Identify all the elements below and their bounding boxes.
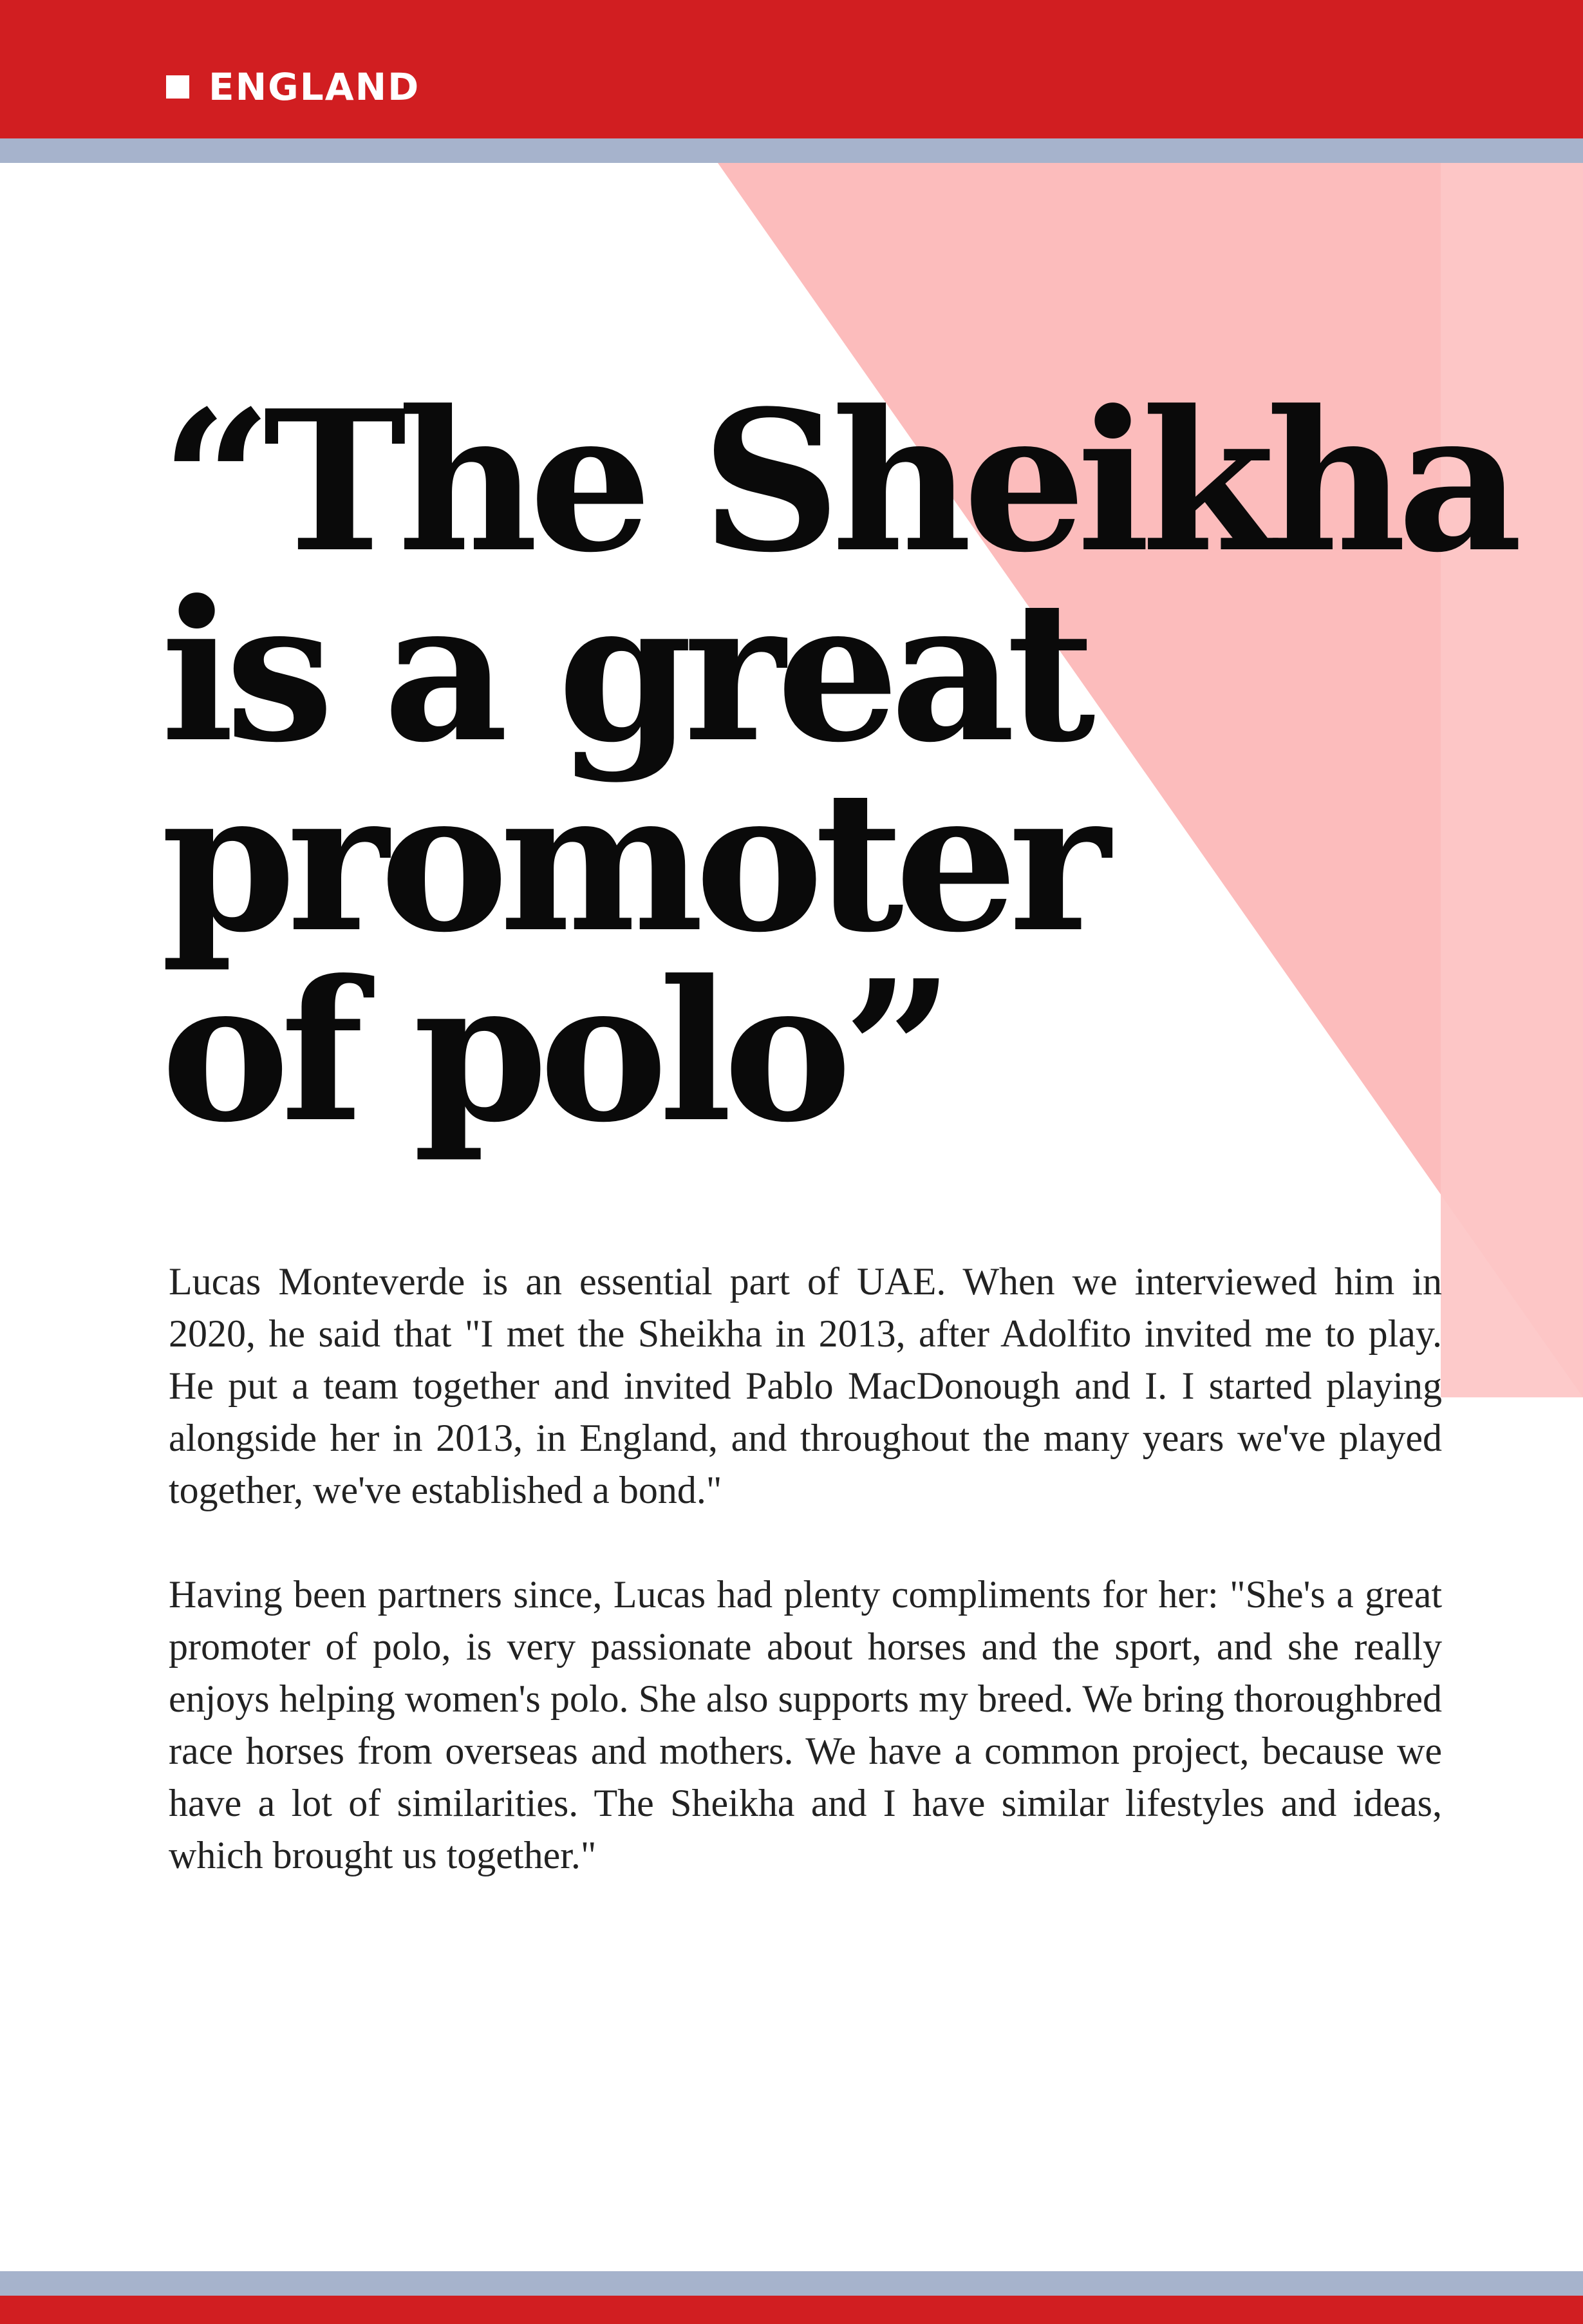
square-bullet-icon bbox=[166, 75, 189, 99]
section-label bbox=[166, 64, 420, 109]
headline-quote bbox=[161, 368, 1514, 1165]
top-blue-stripe bbox=[0, 138, 1583, 163]
headline-line-4: of polo” bbox=[161, 938, 946, 1165]
section-label-text: ENGLAND bbox=[209, 65, 420, 109]
article-paragraph-1: Lucas Monteverde is an essential part of UAE. When we interviewed him in 2020, he said that "I met the Sheikha in 2013, after Adolfito invited me to play. He put a team together and invited Pablo MacDonough and I. I started playing alongside her in 2013, in England, and throughout the many years we've played together, we've established a bond." bbox=[169, 1260, 1442, 1511]
bottom-blue-stripe bbox=[0, 2271, 1583, 2296]
article-body bbox=[169, 1256, 1442, 1934]
bottom-red-bar bbox=[0, 2296, 1583, 2324]
headline-line-3: promoter bbox=[161, 748, 1101, 975]
article-paragraph-2: Having been partners since, Lucas had plenty compliments for her: "She's a great promoter of polo, is very passionate about horses and the sport, and she really enjoys helping women's polo. She also supports my breed. We bring thoroughbred race horses from overseas and mothers. We have a common project, because we have a lot of similarities. The Sheikha and I have similar lifestyles and ideas, which brought us together." bbox=[169, 1573, 1442, 1876]
headline-line-2: is a great bbox=[161, 558, 1087, 785]
headline-line-1: “The Sheikha bbox=[161, 368, 1514, 595]
